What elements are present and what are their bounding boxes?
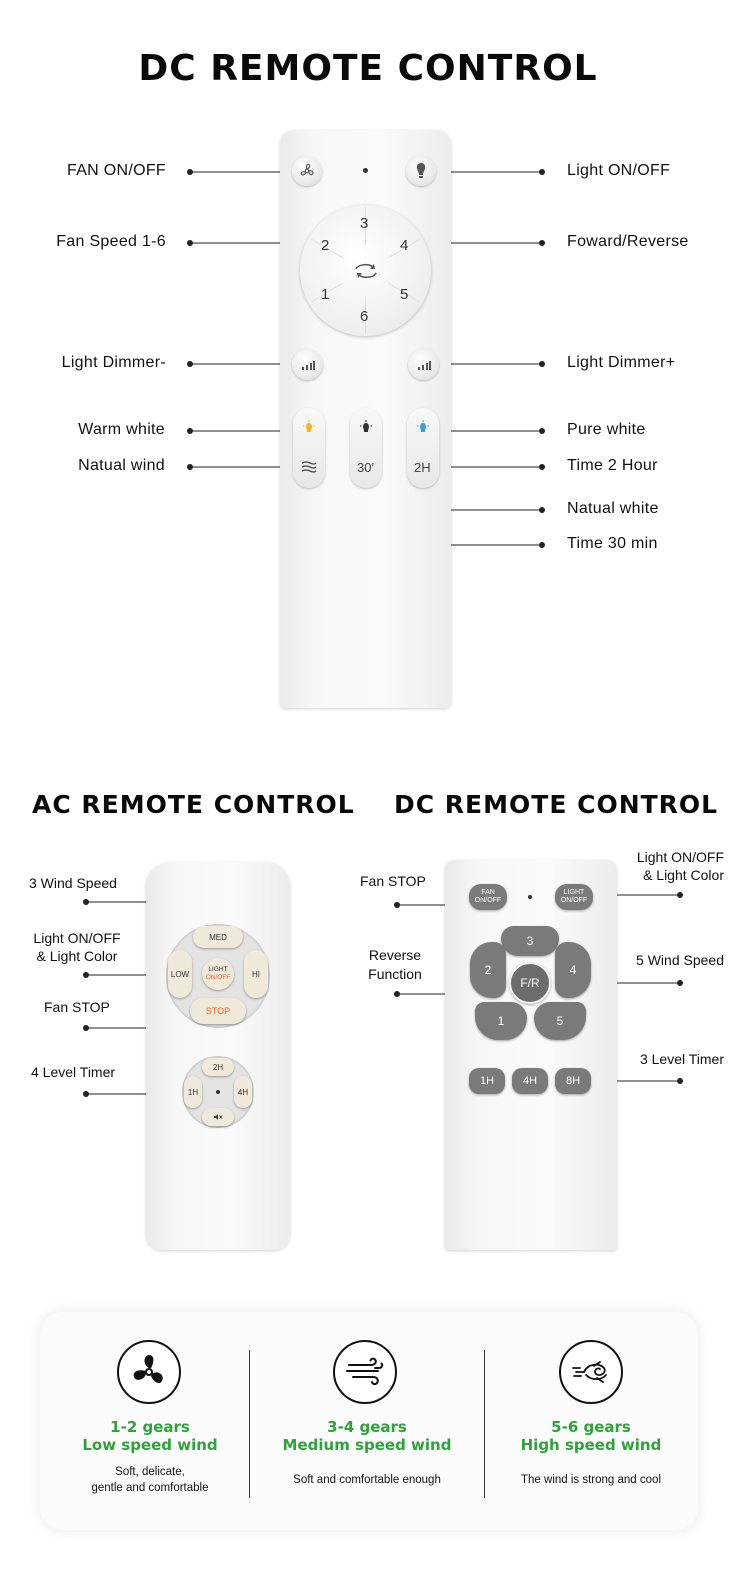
dc2-label-light-2: & Light Color — [643, 867, 724, 883]
dimmer-minus-icon — [300, 359, 316, 371]
feature-high-desc-1: The wind is strong and cool — [521, 1474, 661, 1486]
label-natual-wind: Natual wind — [78, 457, 165, 474]
dc2-label-wind-speed: 5 Wind Speed — [636, 952, 724, 968]
ac-timer-4h-button[interactable]: 4H — [234, 1076, 252, 1108]
dc2-label-timer: 3 Level Timer — [639, 1051, 724, 1067]
dc2-light-onoff-button[interactable] — [555, 884, 593, 910]
dc2-speed-2-button[interactable]: 2 — [470, 942, 506, 998]
light-onoff-button[interactable] — [406, 156, 436, 186]
ac-mute-button[interactable] — [202, 1108, 234, 1126]
feature-medium-icon-circle — [333, 1340, 397, 1404]
dc2-title: DC REMOTE CONTROL — [394, 790, 719, 819]
ac-light-button[interactable] — [202, 958, 234, 990]
forward-reverse-button[interactable] — [343, 248, 388, 293]
ac-label-light-2: & Light Color — [36, 948, 118, 964]
ac-remote — [146, 862, 290, 1250]
ac-timer-center-dot — [216, 1090, 220, 1094]
pure-light-icon — [415, 420, 431, 436]
label-dimmer-minus: Light Dimmer- — [61, 354, 166, 371]
dc2-label-fan-stop: Fan STOP — [360, 873, 426, 889]
ac-timer-1h-button[interactable]: 1H — [184, 1076, 202, 1108]
ac-label-light-1: Light ON/OFF — [33, 930, 121, 946]
ac-label-fan-stop: Fan STOP — [44, 999, 110, 1015]
speed-button-6[interactable]: 6 — [360, 308, 369, 325]
ac-label-timer: 4 Level Timer — [31, 1064, 116, 1080]
strong-wind-icon — [570, 1357, 612, 1387]
wind-icon — [345, 1357, 385, 1387]
label-natual-white: Natual white — [567, 500, 659, 517]
feature-medium-desc-1: Soft and comfortable enough — [293, 1474, 441, 1486]
ac-low-button[interactable]: LOW — [168, 950, 192, 998]
dc-remote-top — [280, 130, 451, 708]
dimmer-plus-button[interactable] — [408, 349, 439, 380]
label-warm-white: Warm white — [78, 421, 165, 438]
natual-wind-button[interactable] — [296, 454, 322, 480]
feature-low-icon-circle — [117, 1340, 181, 1404]
label-time-2h: Time 2 Hour — [567, 457, 658, 474]
speed-dial — [300, 205, 431, 336]
natual-light-icon — [358, 420, 374, 436]
ac-hi-button[interactable]: HI — [244, 950, 268, 998]
natual-white-button[interactable] — [353, 415, 379, 441]
speed-button-3[interactable]: 3 — [360, 215, 369, 232]
fan-icon — [298, 162, 316, 180]
dc2-speed-4-button[interactable]: 4 — [555, 942, 591, 998]
feature-medium-name: Medium speed wind — [282, 1436, 452, 1454]
ac-title: AC REMOTE CONTROL — [32, 790, 355, 819]
feature-low-name: Low speed wind — [82, 1436, 218, 1454]
dc2-timer-1h-button[interactable]: 1H — [469, 1068, 505, 1094]
warm-white-button[interactable] — [296, 415, 322, 441]
speed-button-2[interactable]: 2 — [321, 237, 330, 254]
wind-speed-card — [40, 1312, 698, 1530]
label-light-onoff: Light ON/OFF — [567, 162, 671, 179]
speed-button-5[interactable]: 5 — [400, 286, 409, 303]
dc2-indicator-led — [528, 895, 532, 899]
feature-low-desc-1: Soft, delicate, — [115, 1466, 185, 1478]
indicator-led — [363, 168, 368, 173]
dc2-fan-text-2: ON/OFF — [474, 897, 502, 904]
dimmer-plus-icon — [416, 359, 432, 371]
feature-high-gear: 5-6 gears — [551, 1418, 631, 1436]
dc2-fan-onoff-button[interactable] — [469, 884, 507, 910]
feature-low-gear: 1-2 gears — [110, 1418, 190, 1436]
speaker-mute-icon — [213, 1113, 223, 1121]
label-pure-white: Pure white — [567, 421, 646, 438]
dc2-light-text-1: LIGHT — [563, 889, 585, 896]
dc2-speed-3-button[interactable]: 3 — [501, 926, 559, 956]
reverse-arrows-icon — [353, 261, 379, 281]
ac-stop-button[interactable]: STOP — [190, 998, 246, 1024]
feature-high-icon-circle — [559, 1340, 623, 1404]
speed-button-1[interactable]: 1 — [321, 286, 330, 303]
timer-2h-button[interactable]: 2H — [414, 460, 431, 475]
timer-30-button[interactable]: 30′ — [357, 460, 374, 475]
dc2-fr-button[interactable]: F/R — [509, 962, 551, 1004]
ac-label-wind-speed: 3 Wind Speed — [29, 875, 117, 891]
dc2-label-light-1: Light ON/OFF — [636, 849, 724, 865]
dc2-label-reverse-2: Function — [368, 966, 422, 982]
feature-low-desc-2: gentle and comfortable — [91, 1482, 209, 1494]
pure-white-button[interactable] — [410, 415, 436, 441]
label-dimmer-plus: Light Dimmer+ — [567, 354, 676, 371]
ac-med-button[interactable]: MED — [193, 926, 243, 948]
top-title: DC REMOTE CONTROL — [138, 48, 598, 89]
label-fan-speed: Fan Speed 1-6 — [56, 233, 166, 250]
feature-high-name: High speed wind — [520, 1436, 662, 1454]
label-time-30: Time 30 min — [567, 535, 658, 552]
fan-icon — [128, 1351, 170, 1393]
dc2-remote — [445, 860, 617, 1250]
warm-light-icon — [301, 420, 317, 436]
dc2-timer-4h-button[interactable]: 4H — [512, 1068, 548, 1094]
dimmer-minus-button[interactable] — [292, 349, 323, 380]
dc2-light-text-2: ON/OFF — [560, 897, 588, 904]
label-forward-reverse: Foward/Reverse — [567, 233, 689, 250]
dc2-fan-text-1: FAN — [481, 889, 495, 896]
ac-light-text-2: ON/OFF — [205, 974, 231, 981]
dc2-speed-5-button[interactable]: 5 — [534, 1002, 586, 1040]
feature-medium-gear: 3-4 gears — [327, 1418, 407, 1436]
dc2-label-reverse-1: Reverse — [368, 947, 422, 963]
dc2-speed-1-button[interactable]: 1 — [475, 1002, 527, 1040]
ac-timer-2h-button[interactable]: 2H — [202, 1058, 234, 1076]
speed-button-4[interactable]: 4 — [400, 237, 409, 254]
ac-light-text-1: LIGHT — [208, 966, 228, 973]
bulb-icon — [414, 162, 428, 180]
label-fan-onoff: FAN ON/OFF — [67, 162, 166, 179]
dc2-timer-8h-button[interactable]: 8H — [555, 1068, 591, 1094]
fan-onoff-button[interactable] — [292, 156, 322, 186]
wind-waves-icon — [301, 461, 317, 473]
